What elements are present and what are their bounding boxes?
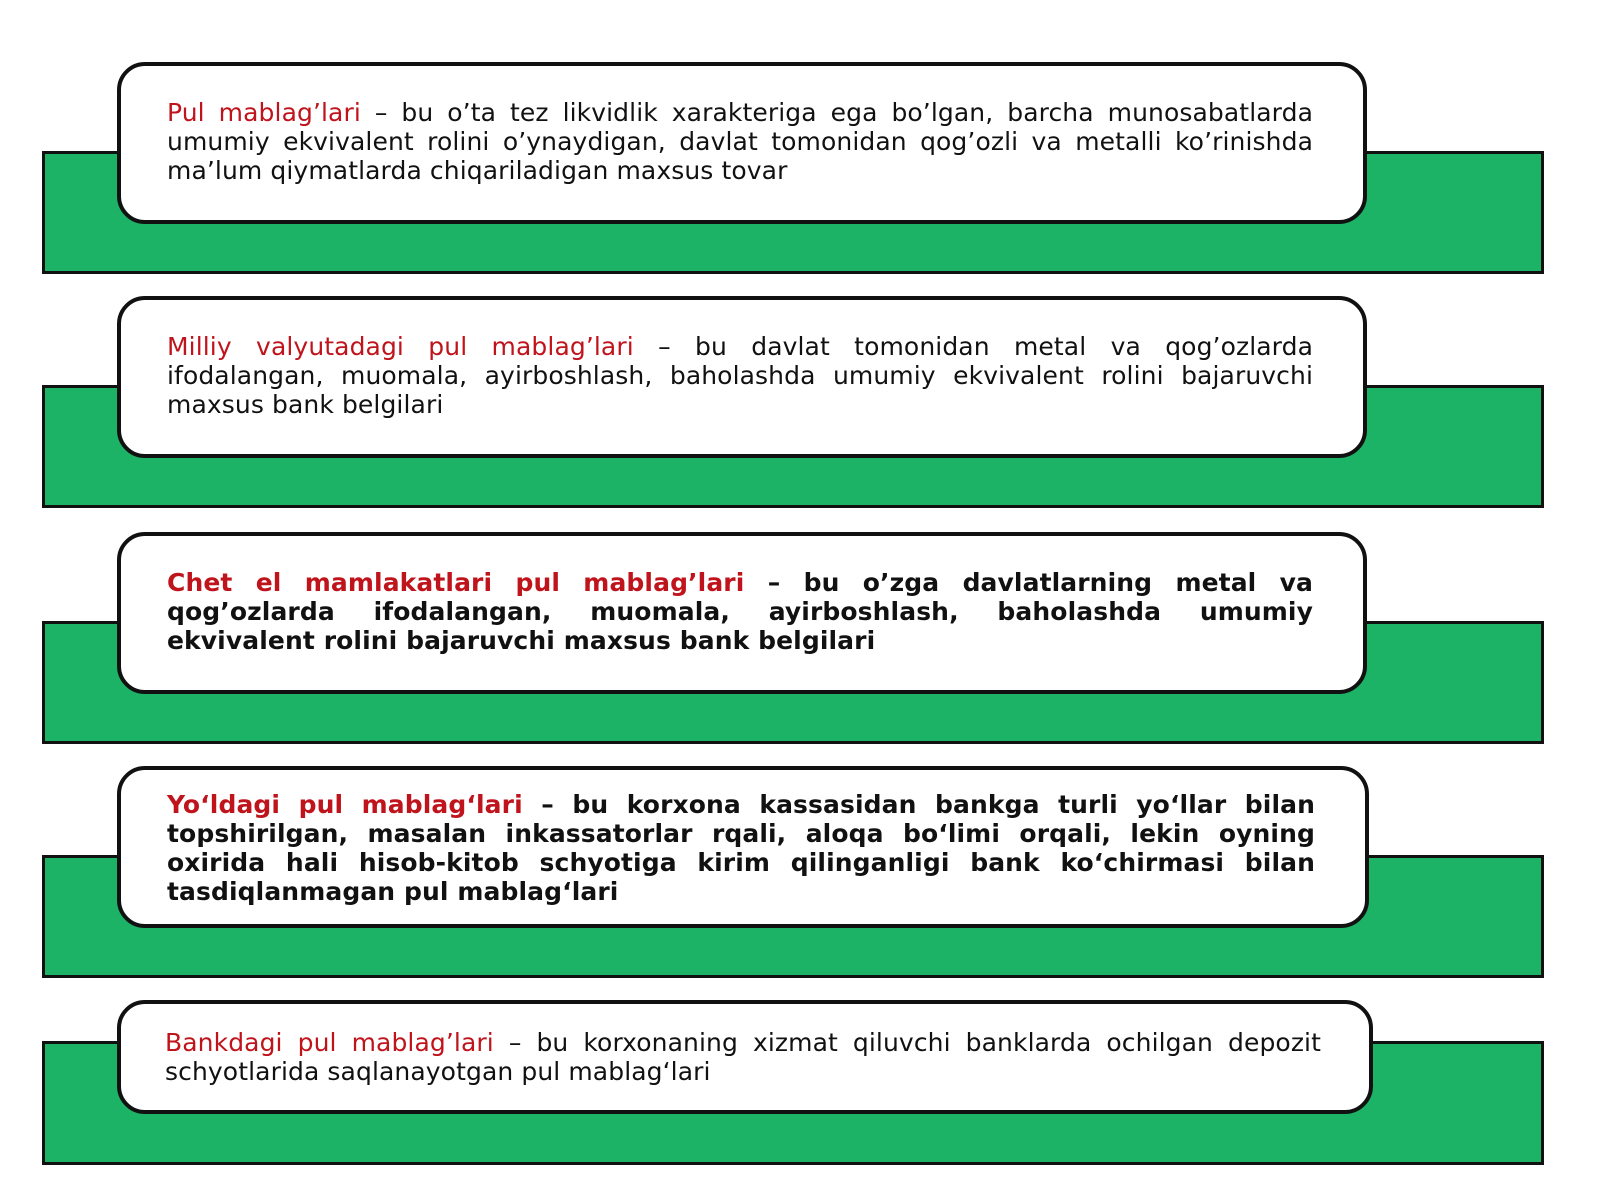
definition-card xyxy=(117,62,1367,224)
definition-body: – bu o’ta tez likvidlik xarakteriga ega bo’lgan, barcha munosabatlarda umumiy ekvivalent rolini o’ynaydigan, davlat tomonidan qog’ozli va metalli ko’rinishda ma’lum qiymatlarda chiqariladigan maxsus tovar xyxy=(167,98,1313,185)
definition-term: Bankdagi pul mablag’lari xyxy=(165,1028,494,1057)
definition-body: – bu o’zga davlatlarning metal va qog’ozlarda ifodalangan, muomala, ayirboshlash, baholashda umumiy ekvivalent rolini bajaruvchi maxsus bank belgilari xyxy=(167,568,1313,655)
definition-body: – bu korxona kassasidan bankga turli yo‘llar bilan topshirilgan, masalan inkassatorlar rqali, aloqa bo‘limi orqali, lekin oyning oxirida hali hisob-kitob schyotiga kirim qilinganligi bank ko‘chirmasi bilan tasdiqlanmagan pul mablag‘lari xyxy=(167,790,1315,906)
definition-term: Pul mablag’lari xyxy=(167,98,361,127)
definition-card xyxy=(117,1000,1373,1114)
definition-card xyxy=(117,532,1367,694)
definition-card xyxy=(117,766,1369,928)
definition-text xyxy=(165,1028,1321,1086)
definition-text xyxy=(167,568,1313,655)
definition-term: Chet el mamlakatlari pul mablag’lari xyxy=(167,568,745,597)
definition-body: – bu davlat tomonidan metal va qog’ozlarda ifodalangan, muomala, ayirboshlash, baholashda umumiy ekvivalent rolini bajaruvchi maxsus bank belgilari xyxy=(167,332,1313,419)
definition-term: Milliy valyutadagi pul mablag’lari xyxy=(167,332,634,361)
definition-term: Yo‘ldagi pul mablag‘lari xyxy=(167,790,523,819)
definition-text xyxy=(167,98,1313,185)
definition-card xyxy=(117,296,1367,458)
definition-body: – bu korxonaning xizmat qiluvchi banklarda ochilgan depozit schyotlarida saqlanayotgan pul mablag‘lari xyxy=(165,1028,1321,1086)
definition-text xyxy=(167,790,1315,906)
definition-text xyxy=(167,332,1313,419)
